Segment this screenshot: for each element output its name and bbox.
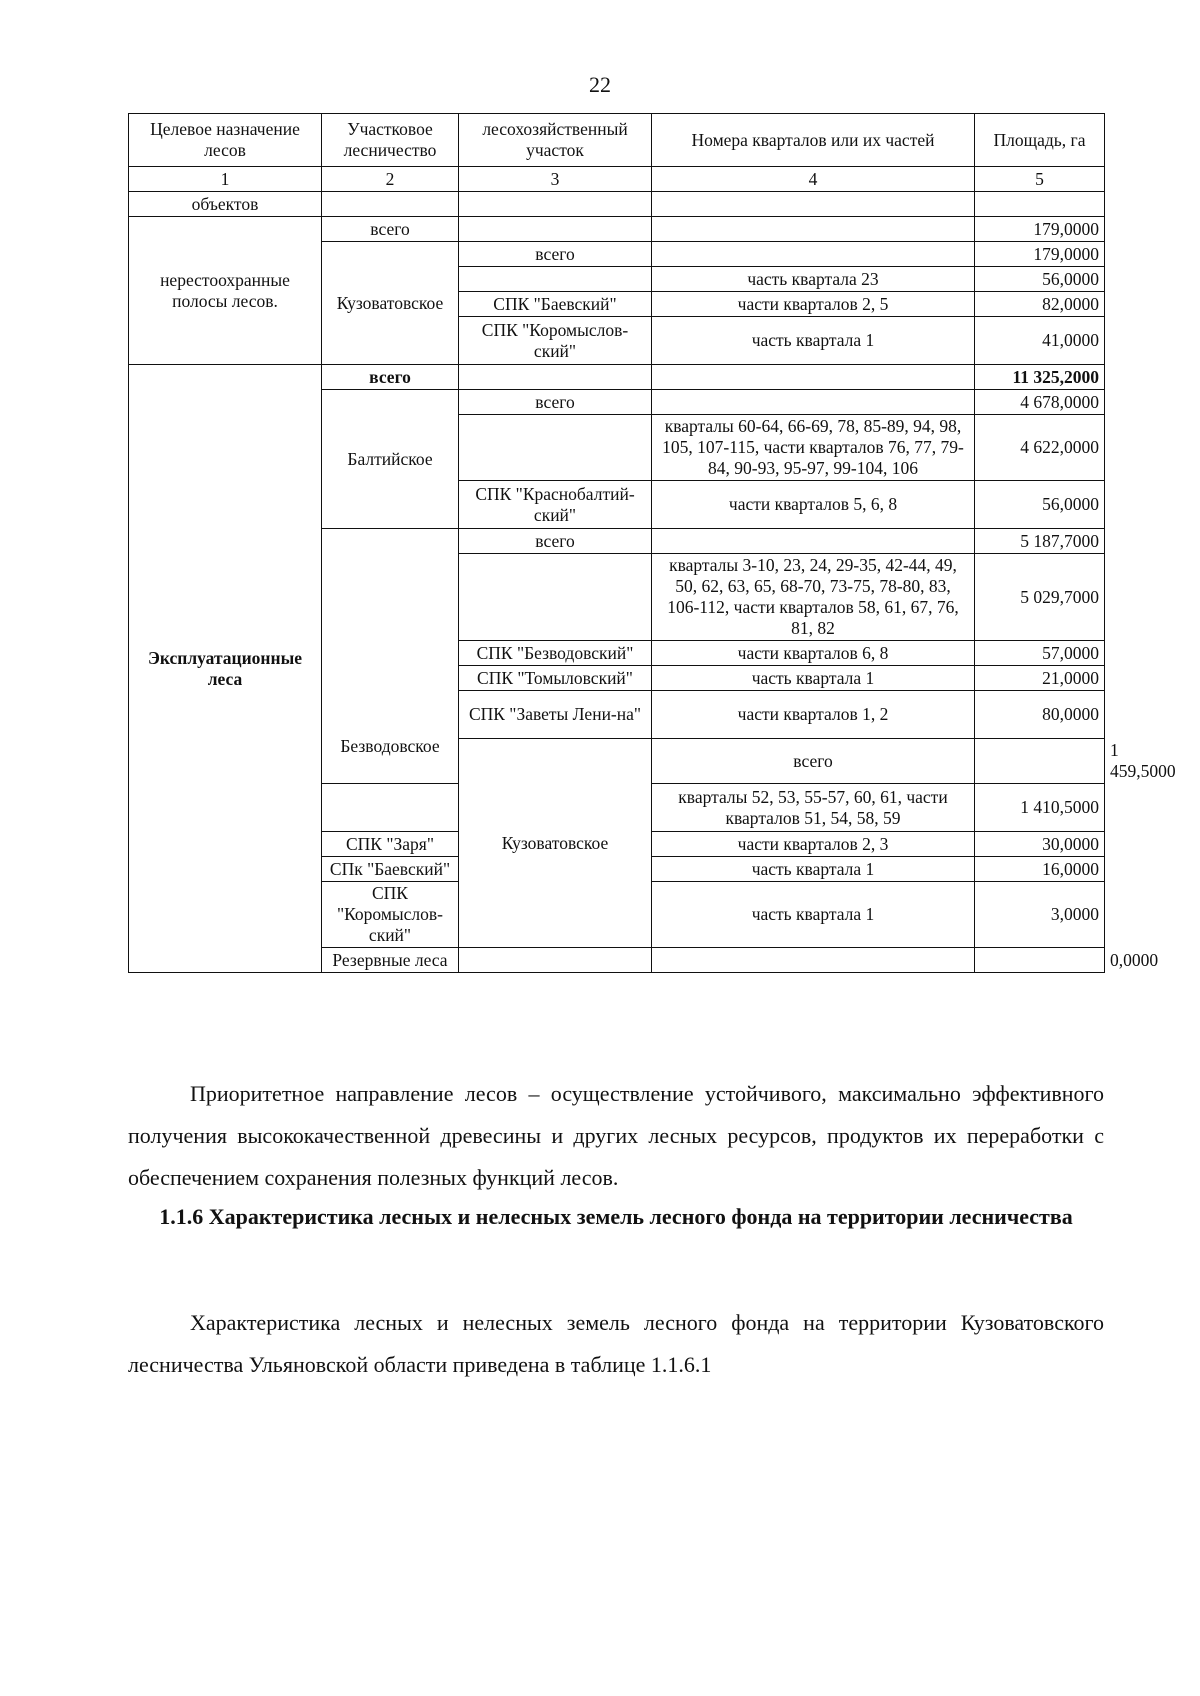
column-number-row [129,167,1105,192]
plot-cell: СПК "Краснобалтий-ский" [459,481,652,529]
quarters-cell: часть квартала 1 [652,857,975,882]
table-row: Резервные леса 0,0000 [129,948,1105,973]
forestry-cell: Безводовское [322,529,459,784]
forestry-cell: Кузоватовское [322,242,459,365]
header-cell: Номера кварталов или их частей [652,114,975,167]
quarters-cell: части кварталов 1, 2 [652,691,975,739]
area-cell: 4 622,0000 [975,415,1105,481]
table-row [129,192,1105,217]
reference-paragraph [128,1302,1104,1386]
area-cell: 4 678,0000 [975,390,1105,415]
plot-cell: СПК "Заря" [322,832,459,857]
area-cell: 57,0000 [975,641,1105,666]
plot-cell: СПК "Заветы Лени-на" [459,691,652,739]
area-cell: 56,0000 [975,267,1105,292]
quarters-cell: части кварталов 6, 8 [652,641,975,666]
table-row [129,217,1105,242]
header-cell: лесохозяйственный участок [459,114,652,167]
purpose-cell: Резервные леса [322,948,459,973]
area-cell: 1 410,5000 [975,784,1105,832]
purpose-cell: Эксплуатационные леса [129,365,322,973]
forestry-cell: Балтийское [322,390,459,529]
header-cell: Площадь, га [975,114,1105,167]
area-cell: 179,0000 [975,242,1105,267]
priority-paragraph [128,1073,1104,1199]
forestry-cell: Кузоватовское [459,739,652,948]
column-number: 2 [322,167,459,192]
quarters-cell: части кварталов 5, 6, 8 [652,481,975,529]
area-cell: 56,0000 [975,481,1105,529]
forestry-total-label: всего [322,217,459,242]
column-number: 3 [459,167,652,192]
area-cell: 16,0000 [975,857,1105,882]
area-cell: 80,0000 [975,691,1105,739]
quarters-cell: часть квартала 1 [652,317,975,365]
purpose-cell: объектов [129,192,322,217]
column-number: 1 [129,167,322,192]
area-cell: 30,0000 [975,832,1105,857]
plot-cell: СПК "Безводовский" [459,641,652,666]
column-number: 4 [652,167,975,192]
table-row: Кузоватовское всего 1 459,5000 [129,739,1105,784]
quarters-cell: кварталы 52, 53, 55-57, 60, 61, части кварталов 51, 54, 58, 59 [652,784,975,832]
reference-text: Характеристика лесных и нелесных земель лесного фонда на территории Кузоватовского лесничества Ульяновской области приведена в таблице 1.1.6.1 [128,1310,1104,1377]
area-cell: 21,0000 [975,666,1105,691]
plot-total-label: всего [459,529,652,554]
quarters-cell: часть квартала 1 [652,666,975,691]
plot-cell: СПк "Баевский" [322,857,459,882]
priority-text: Приоритетное направление лесов – осуществление устойчивого, максимально эффективного получения высококачественной древесины и других лесных ресурсов, продуктов их переработки с обеспечением сохранения полезных функций лесов. [128,1081,1104,1190]
area-cell: 82,0000 [975,292,1105,317]
table-header-row [129,114,1105,167]
quarters-cell: часть квартала 1 [652,882,975,948]
table-row [129,365,1105,390]
area-cell: 5 187,7000 [975,529,1105,554]
quarters-cell: части кварталов 2, 5 [652,292,975,317]
header-cell: Участковое лесничество [322,114,459,167]
quarters-cell: кварталы 60-64, 66-69, 78, 85-89, 94, 98, 105, 107-115, части кварталов 76, 77, 79-84, 90-93, 95-97, 99-104, 106 [652,415,975,481]
area-cell: 11 325,2000 [975,365,1105,390]
area-cell: 3,0000 [975,882,1105,948]
quarters-cell: часть квартала 23 [652,267,975,292]
column-number: 5 [975,167,1105,192]
plot-cell: СПК "Коромыслов-ский" [459,317,652,365]
plot-cell: СПК "Томыловский" [459,666,652,691]
plot-total-label: всего [459,390,652,415]
forest-purpose-table [128,113,1176,973]
quarters-cell: кварталы 3-10, 23, 24, 29-35, 42-44, 49, 50, 62, 63, 65, 68-70, 73-75, 78-80, 83, 106-112, части кварталов 58, 61, 67, 76, 81, 82 [652,554,975,641]
purpose-cell: нерестоохранные полосы лесов. [129,217,322,365]
area-cell: 5 029,7000 [975,554,1105,641]
plot-total-label: всего [652,739,975,784]
area-cell: 41,0000 [975,317,1105,365]
plot-total-label: всего [459,242,652,267]
plot-cell: СПК "Коромыслов-ский" [322,882,459,948]
page-number: 22 [589,72,611,97]
header-cell: Целевое назначение лесов [129,114,322,167]
forestry-total-label: всего [322,365,459,390]
plot-cell: СПК "Баевский" [459,292,652,317]
quarters-cell: части кварталов 2, 3 [652,832,975,857]
area-cell: 179,0000 [975,217,1105,242]
section-heading: 1.1.6 Характеристика лесных и нелесных земель лесного фонда на территории лесничества [159,1204,1073,1229]
